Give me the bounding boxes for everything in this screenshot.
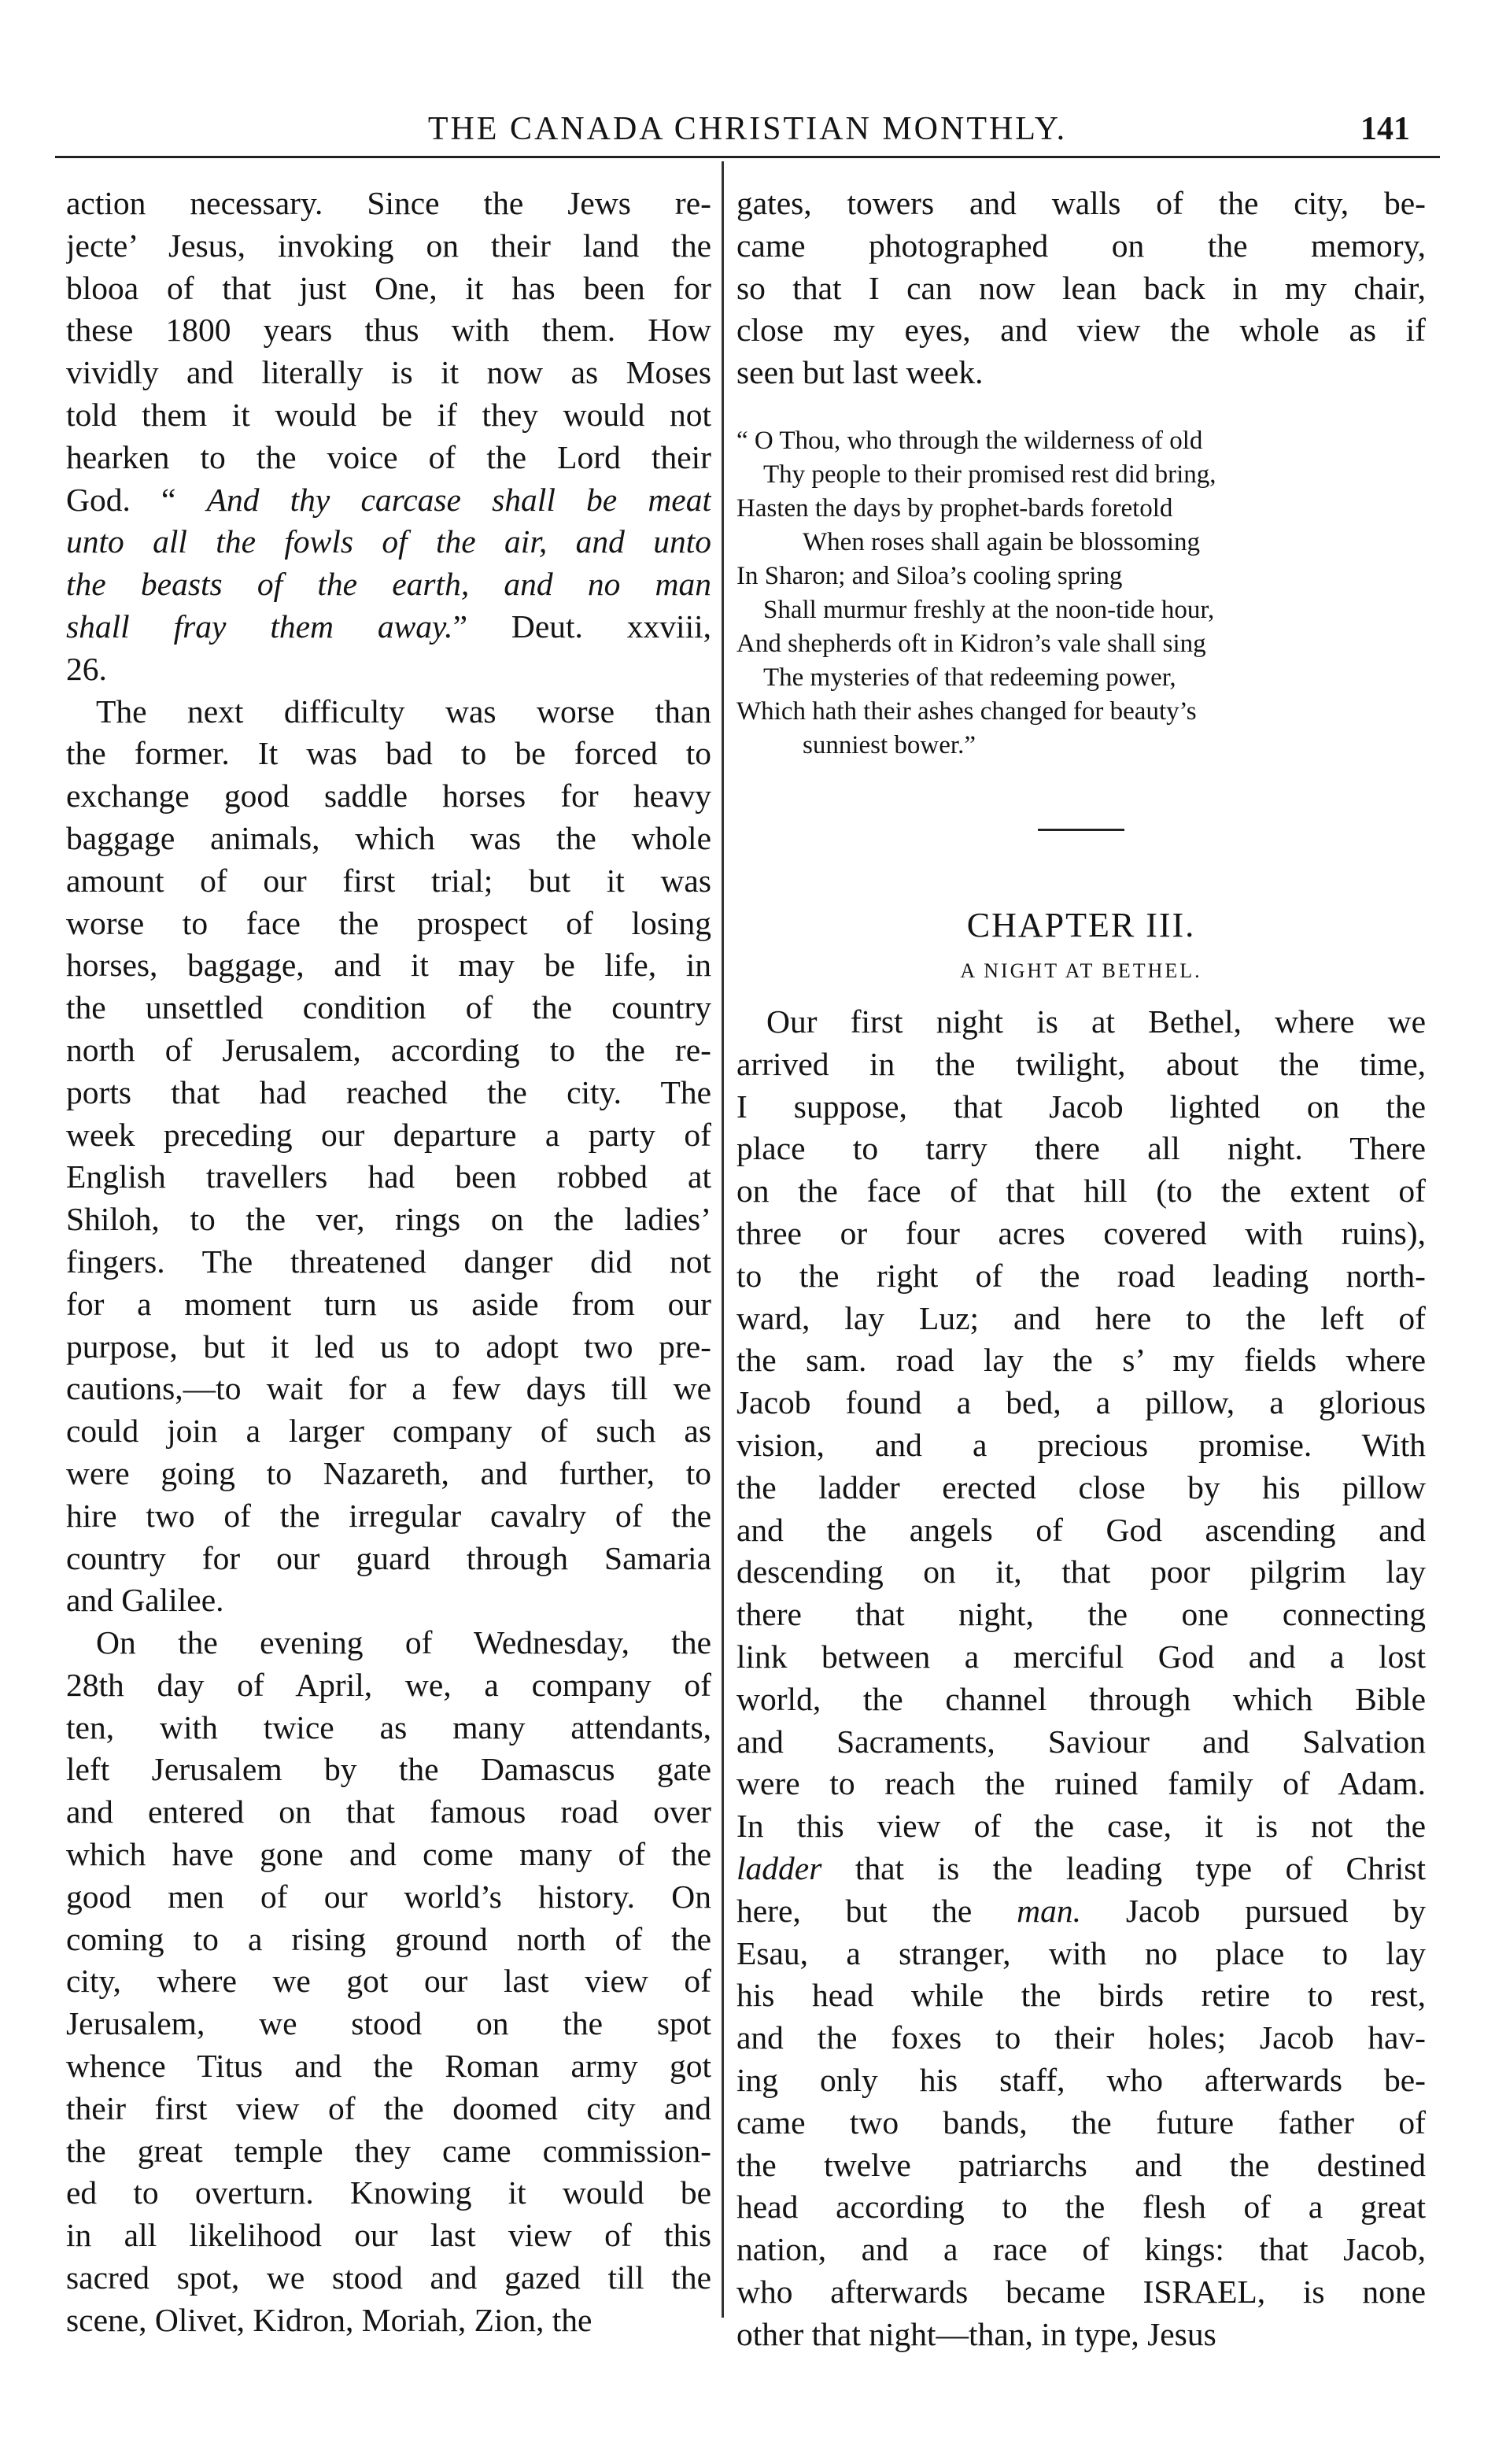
text-line: amount of our first trial; but it was bbox=[66, 862, 711, 899]
text-line: 26. bbox=[66, 650, 107, 687]
text-line: which have gone and come many of the bbox=[66, 1836, 711, 1873]
text-line: told them it would be if they would not bbox=[66, 396, 711, 433]
poem-line: Thy people to their promised rest did bring, bbox=[763, 460, 1216, 489]
poem-line: Shall murmur freshly at the noon-tide hour, bbox=[763, 595, 1215, 624]
text-line: three or four acres covered with ruins), bbox=[736, 1214, 1426, 1251]
text-line: exchange good saddle horses for heavy bbox=[66, 778, 711, 815]
text-line: In this view of the case, it is not the bbox=[736, 1808, 1426, 1845]
text-line: good men of our world’s history. On bbox=[66, 1878, 711, 1915]
text-line: these 1800 years thus with them. How bbox=[66, 312, 711, 349]
text-line: city, where we got our last view of bbox=[66, 1963, 711, 2000]
text-line: came two bands, the future father of bbox=[736, 2104, 1426, 2141]
text-line: his head while the birds retire to rest, bbox=[736, 1977, 1426, 2014]
running-header bbox=[63, 93, 1432, 164]
text-line: sacred spot, we stood and gazed till the bbox=[66, 2259, 711, 2296]
text-line: the sam. road lay the s’ my fields where bbox=[736, 1342, 1426, 1379]
text-line: hire two of the irregular cavalry of the bbox=[66, 1497, 711, 1534]
text-line: on the face of that hill (to the extent of bbox=[736, 1173, 1426, 1210]
poem-line: When roses shall again be blossoming bbox=[803, 527, 1200, 556]
text-line: the beasts of the earth, and no man bbox=[66, 566, 711, 603]
text-line: world, the channel through which Bible bbox=[736, 1680, 1426, 1717]
text-line: horses, baggage, and it may be life, in bbox=[66, 947, 711, 984]
poem-line: “ O Thou, who through the wilderness of old bbox=[736, 426, 1203, 455]
journal-title: THE CANADA CHRISTIAN MONTHLY. bbox=[427, 111, 1068, 147]
text-line: cautions,—to wait for a few days till we bbox=[66, 1370, 711, 1407]
text-line: in all likelihood our last view of this bbox=[66, 2217, 711, 2254]
text-line: whence Titus and the Roman army got bbox=[66, 2048, 711, 2085]
poem-quotation bbox=[736, 424, 1426, 763]
text-line: the twelve patriarchs and the destined bbox=[736, 2146, 1426, 2183]
text-line: there that night, the one connecting bbox=[736, 1596, 1426, 1633]
section-separator bbox=[1038, 829, 1124, 831]
text-line: ladder that is the leading type of Christ bbox=[736, 1849, 1426, 1886]
text-line: vision, and a precious promise. With bbox=[736, 1426, 1426, 1463]
poem-line: Hasten the days by prophet-bards foretold bbox=[736, 493, 1173, 523]
text-line: the great temple they came commission- bbox=[66, 2132, 711, 2169]
text-line: gates, towers and walls of the city, be- bbox=[736, 185, 1426, 221]
text-line: and Galilee. bbox=[66, 1582, 224, 1619]
page-number: 141 bbox=[1360, 111, 1410, 147]
text-line: jecte’ Jesus, invoking on their land the bbox=[66, 227, 711, 264]
text-line: purpose, but it led us to adopt two pre- bbox=[66, 1328, 711, 1365]
text-line: for a moment turn us aside from our bbox=[66, 1285, 711, 1322]
text-line: vividly and literally is it now as Moses bbox=[66, 354, 711, 391]
text-line: worse to face the prospect of losing bbox=[66, 904, 711, 941]
text-line: seen but last week. bbox=[736, 354, 984, 391]
text-line: God. “ And thy carcase shall be meat bbox=[66, 481, 711, 518]
text-line: so that I can now lean back in my chair, bbox=[736, 269, 1426, 306]
text-line: were going to Nazareth, and further, to bbox=[66, 1454, 711, 1491]
poem-line: sunniest bower.” bbox=[803, 730, 976, 759]
text-line: could join a larger company of such as bbox=[66, 1413, 711, 1450]
text-line: baggage animals, which was the whole bbox=[66, 819, 711, 856]
chapter-title: CHAPTER III. bbox=[966, 905, 1196, 944]
text-line: Shiloh, to the ver, rings on the ladies’ bbox=[66, 1201, 711, 1238]
text-line: On the evening of Wednesday, the bbox=[96, 1624, 711, 1661]
text-line: fingers. The threatened danger did not bbox=[66, 1243, 711, 1280]
text-line: ports that had reached the city. The bbox=[66, 1073, 711, 1110]
text-line: week preceding our departure a party of bbox=[66, 1116, 711, 1153]
chapter-body bbox=[736, 1001, 1426, 2356]
text-line: ing only his staff, who afterwards be- bbox=[736, 2061, 1426, 2098]
text-line: were to reach the ruined family of Adam. bbox=[736, 1765, 1426, 1802]
text-line: head according to the flesh of a great bbox=[736, 2189, 1426, 2226]
chapter-subtitle: A NIGHT AT BETHEL. bbox=[960, 959, 1202, 982]
text-line: the ladder erected close by his pillow bbox=[736, 1468, 1426, 1505]
text-line: nation, and a race of kings: that Jacob, bbox=[736, 2231, 1426, 2268]
text-line: and the angels of God ascending and bbox=[736, 1511, 1426, 1548]
column-divider bbox=[722, 161, 724, 2318]
text-line: ten, with twice as many attendants, bbox=[66, 1709, 711, 1745]
text-line: place to tarry there all night. There bbox=[736, 1130, 1426, 1167]
header-rule bbox=[55, 156, 1440, 158]
text-line: Jerusalem, we stood on the spot bbox=[66, 2005, 711, 2042]
text-line: arrived in the twilight, about the time, bbox=[736, 1045, 1426, 1082]
poem-line: In Sharon; and Siloa’s cooling spring bbox=[736, 561, 1123, 590]
text-line: scene, Olivet, Kidron, Moriah, Zion, the bbox=[66, 2301, 592, 2338]
text-line: link between a merciful God and a lost bbox=[736, 1638, 1426, 1675]
text-line: English travellers had been robbed at bbox=[66, 1158, 711, 1195]
text-line: the unsettled condition of the country bbox=[66, 989, 711, 1026]
text-line: country for our guard through Samaria bbox=[66, 1539, 711, 1576]
text-line: their first view of the doomed city and bbox=[66, 2089, 711, 2126]
text-line: and entered on that famous road over bbox=[66, 1794, 711, 1830]
text-line: I suppose, that Jacob lighted on the bbox=[736, 1088, 1426, 1125]
text-line: who afterwards became ISRAEL, is none bbox=[736, 2273, 1426, 2310]
text-line: to the right of the road leading north- bbox=[736, 1257, 1426, 1294]
text-line: action necessary. Since the Jews re- bbox=[66, 185, 711, 221]
text-line: hearken to the voice of the Lord their bbox=[66, 438, 711, 475]
text-line: north of Jerusalem, according to the re- bbox=[66, 1031, 711, 1068]
text-line: coming to a rising ground north of the bbox=[66, 1920, 711, 1957]
text-line: blooa of that just One, it has been for bbox=[66, 269, 711, 306]
text-line: other that night—than, in type, Jesus bbox=[736, 2315, 1216, 2352]
text-line: ed to overturn. Knowing it would be bbox=[66, 2174, 711, 2211]
poem-line: And shepherds oft in Kidron’s vale shall sing bbox=[736, 629, 1206, 658]
text-line: Jacob found a bed, a pillow, a glorious bbox=[736, 1384, 1426, 1421]
text-line: here, but the man. Jacob pursued by bbox=[736, 1892, 1426, 1929]
left-column bbox=[66, 183, 711, 2342]
poem-line: Which hath their ashes changed for beauty’s bbox=[736, 696, 1197, 726]
text-line: close my eyes, and view the whole as if bbox=[736, 312, 1426, 349]
text-line: left Jerusalem by the Damascus gate bbox=[66, 1751, 711, 1788]
text-line: Esau, a stranger, with no place to lay bbox=[736, 1934, 1426, 1971]
text-line: ward, lay Luz; and here to the left of bbox=[736, 1299, 1426, 1336]
text-line: 28th day of April, we, a company of bbox=[66, 1666, 711, 1703]
text-line: The next difficulty was worse than bbox=[96, 693, 711, 730]
text-line: descending on it, that poor pilgrim lay bbox=[736, 1553, 1426, 1590]
text-line: and the foxes to their holes; Jacob hav- bbox=[736, 2019, 1426, 2056]
text-line: shall fray them away.” Deut. xxviii, bbox=[66, 608, 711, 645]
right-intro-paragraph bbox=[736, 183, 1426, 394]
poem-line: The mysteries of that redeeming power, bbox=[763, 663, 1176, 692]
right-column bbox=[736, 183, 1426, 2355]
text-line: unto all the fowls of the air, and unto bbox=[66, 523, 711, 560]
text-line: and Sacraments, Saviour and Salvation bbox=[736, 1723, 1426, 1760]
text-line: Our first night is at Bethel, where we bbox=[766, 1003, 1426, 1040]
text-line: the former. It was bad to be forced to bbox=[66, 735, 711, 772]
text-line: came photographed on the memory, bbox=[736, 227, 1426, 264]
